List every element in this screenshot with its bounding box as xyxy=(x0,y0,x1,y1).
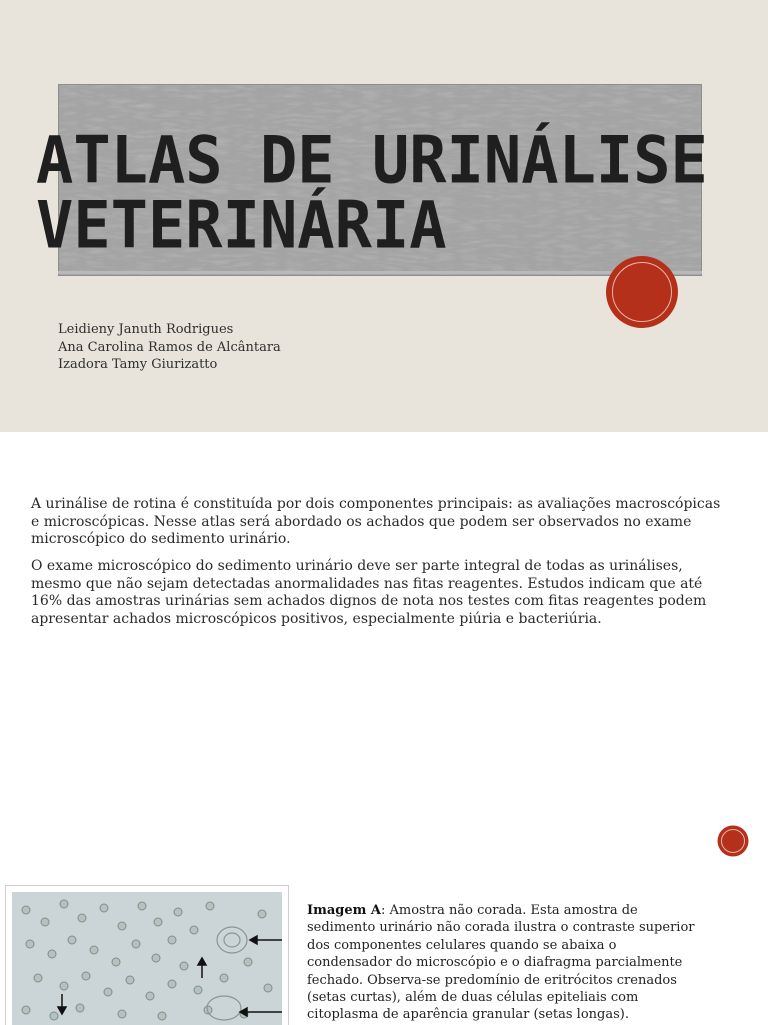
decorative-circle-icon xyxy=(608,258,676,326)
intro-paragraph-1: A urinálise de rotina é constituída por dois componentes principais: as avaliações macroscópicas e microscópicas. Nesse atlas será abordado os achados que podem ser observados no exame microscópico do sedimento urinário. xyxy=(31,496,721,547)
decorative-circle-icon xyxy=(719,827,747,855)
urine-sediment-image xyxy=(12,892,282,1025)
title-slide xyxy=(0,0,768,432)
caption-text: : Amostra não corada. Esta amostra de sedimento urinário não corada ilustra o contraste superior dos componentes celulares quando se abaixa o condensador do microscópio e o diafragma parcialmente fechado. Observa-se predomínio de eritrócitos crenados (setas curtas), além de duas células epiteliais com citoplasma de aparência granular (setas longas). xyxy=(307,903,695,1023)
microscopy-image xyxy=(12,892,282,1025)
caption-label: Imagem A xyxy=(307,903,381,918)
title-line-1: ATLAS DE URINÁLISE xyxy=(36,121,708,199)
band-bottom-line xyxy=(58,271,702,274)
author-name: Ana Carolina Ramos de Alcântara xyxy=(58,339,281,355)
intro-paragraph-2: O exame microscópico do sedimento urinário deve ser parte integral de todas as urinálises, mesmo que não sejam detectadas anormalidades nas fitas reagentes. Estudos indicam que até 16% das amostras urinárias sem achados dignos de nota nos testes com fitas reagentes podem apresentar achados microscópicos positivos, especialmente piúria e bacteriúria. xyxy=(31,558,707,627)
image-slide xyxy=(0,864,768,1024)
page-title xyxy=(36,121,708,264)
author-list xyxy=(58,321,281,374)
intro-slide xyxy=(0,432,768,864)
author-name: Leidieny Januth Rodrigues xyxy=(58,322,234,337)
title-line-2: VETERINÁRIA xyxy=(36,186,447,264)
image-frame xyxy=(5,885,289,1025)
image-caption xyxy=(307,902,697,1024)
author-name: Izadora Tamy Giurizatto xyxy=(58,357,218,372)
